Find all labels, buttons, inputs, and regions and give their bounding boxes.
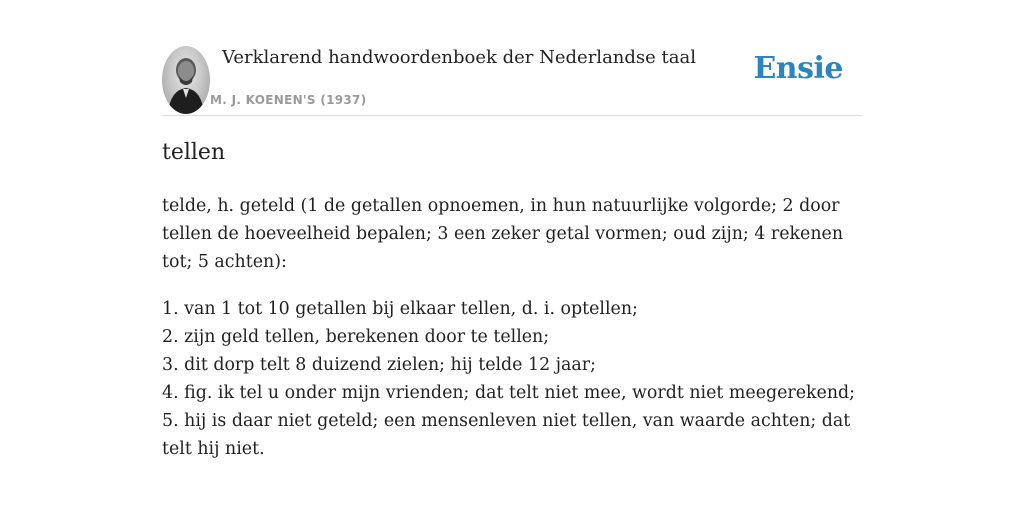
entry-sense: 5. hij is daar niet geteld; een mensenleven niet tellen, van waarde achten; dat telt hij niet. — [162, 411, 851, 459]
entry-definition — [162, 192, 867, 463]
author-portrait-image — [162, 46, 210, 114]
entry-sense: 4. fig. ik tel u onder mijn vrienden; dat telt niet mee, wordt niet meegerekend; — [162, 383, 856, 403]
book-author: M. J. KOENEN'S (1937) — [210, 93, 367, 107]
author-portrait — [162, 46, 210, 114]
entry-headword: tellen — [162, 140, 226, 165]
entry-sense: 2. zijn geld tellen, berekenen door te tellen; — [162, 327, 550, 347]
ensie-logo-link[interactable]: Ensie — [753, 51, 843, 86]
entry-intro: telde, h. geteld (1 de getallen opnoemen, in hun natuurlijke volgorde; 2 door tellen de hoeveelheid bepalen; 3 een zeker getal vormen; oud zijn; 4 rekenen tot; 5 achten): — [162, 196, 844, 272]
entry-sense: 1. van 1 tot 10 getallen bij elkaar tellen, d. i. optellen; — [162, 299, 638, 319]
entry-senses-list — [162, 295, 867, 463]
entry-sense: 3. dit dorp telt 8 duizend zielen; hij telde 12 jaar; — [162, 355, 596, 375]
book-title: Verklarend handwoordenboek der Nederlandse taal — [222, 47, 696, 68]
dictionary-header — [162, 46, 862, 116]
